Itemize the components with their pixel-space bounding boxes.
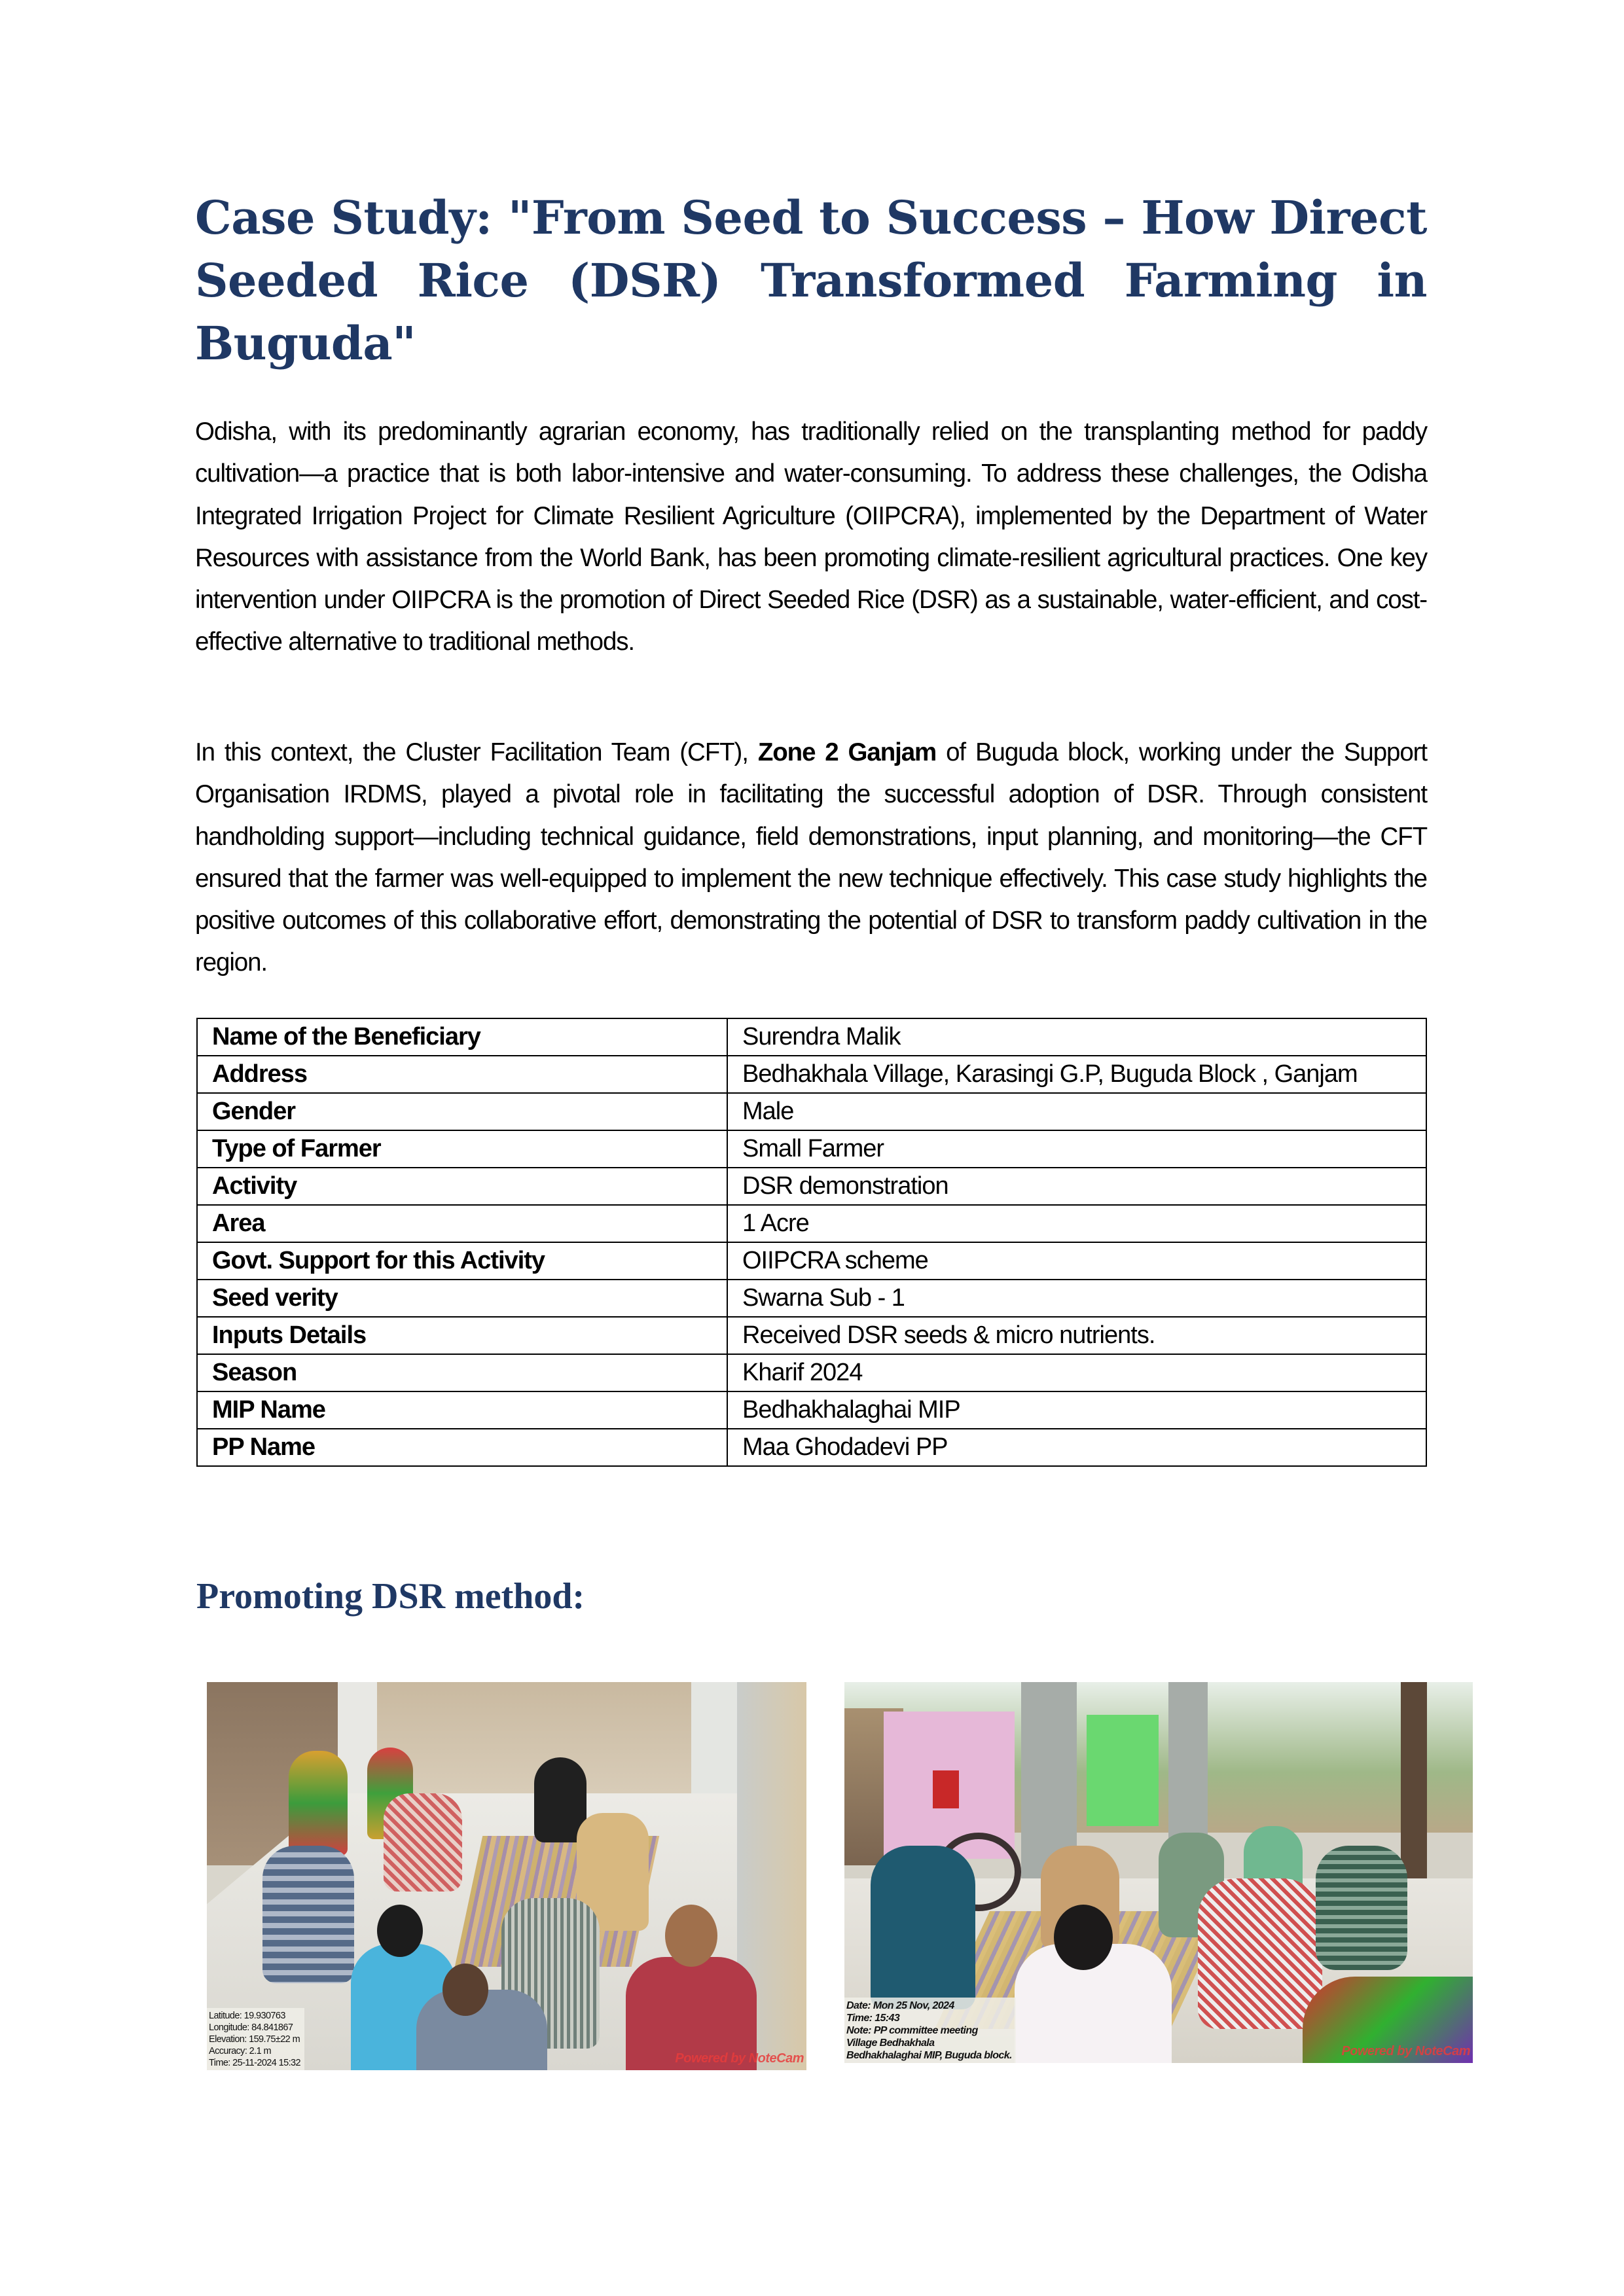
row-value: Bedhakhalaghai MIP bbox=[727, 1391, 1426, 1429]
table-row bbox=[197, 1130, 1426, 1168]
person-saree-1 bbox=[289, 1751, 348, 1856]
meeting-photo-2 bbox=[844, 1682, 1473, 2063]
courtyard-ground bbox=[377, 1682, 691, 1793]
row-value: OIIPCRA scheme bbox=[727, 1242, 1426, 1280]
gps-overlay bbox=[207, 2008, 304, 2070]
person-striped-shirt bbox=[262, 1846, 354, 1983]
row-label: Season bbox=[197, 1354, 727, 1391]
table-row bbox=[197, 1429, 1426, 1466]
head bbox=[665, 1905, 717, 1967]
person-checked-towel bbox=[1198, 1878, 1322, 2029]
zone-name-bold: Zone 2 Ganjam bbox=[757, 738, 937, 766]
red-window bbox=[933, 1770, 959, 1808]
case-study-title: Case Study: "From Seed to Success – How Direct Seeded Rice (DSR) Transformed Farming in Buguda" bbox=[195, 190, 1427, 370]
overlay-line: Longitude: 84.841867 bbox=[209, 2022, 293, 2033]
person-striped-shirt bbox=[1316, 1846, 1407, 1970]
overlay-line: Time: 25-11-2024 15:32 bbox=[209, 2058, 300, 2068]
head bbox=[442, 1964, 488, 2016]
row-label: Gender bbox=[197, 1093, 727, 1130]
row-label: Address bbox=[197, 1056, 727, 1093]
table-row bbox=[197, 1391, 1426, 1429]
row-label: Type of Farmer bbox=[197, 1130, 727, 1168]
notecam-watermark: Powered by NoteCam bbox=[675, 2051, 804, 2066]
row-label: Inputs Details bbox=[197, 1317, 727, 1354]
beneficiary-table bbox=[196, 1018, 1427, 1467]
green-house bbox=[1087, 1715, 1159, 1826]
row-value: Small Farmer bbox=[727, 1130, 1426, 1168]
overlay-line: Latitude: 19.930763 bbox=[209, 2011, 285, 2021]
head bbox=[1054, 1905, 1113, 1970]
row-label: PP Name bbox=[197, 1429, 727, 1466]
person-blue-jacket bbox=[871, 1846, 975, 2009]
section-heading: Promoting DSR method: bbox=[196, 1576, 585, 1617]
table-row bbox=[197, 1168, 1426, 1205]
row-value: Surendra Malik bbox=[727, 1018, 1426, 1056]
context-paragraph bbox=[195, 732, 1427, 984]
row-value: Maa Ghodadevi PP bbox=[727, 1429, 1426, 1466]
context-text-start: In this context, the Cluster Facilitation Team (CFT), bbox=[195, 738, 758, 766]
overlay-line: Date: Mon 25 Nov, 2024 bbox=[846, 2000, 954, 2011]
table-row bbox=[197, 1205, 1426, 1242]
table-row bbox=[197, 1280, 1426, 1317]
table-row bbox=[197, 1056, 1426, 1093]
table-row bbox=[197, 1354, 1426, 1391]
head bbox=[377, 1905, 423, 1957]
row-value: Swarna Sub - 1 bbox=[727, 1280, 1426, 1317]
overlay-line: Village Bedhakhala bbox=[846, 2037, 935, 2049]
intro-paragraph: Odisha, with its predominantly agrarian economy, has traditionally relied on the transplanting method for paddy cultivation—a practice that is both labor-intensive and water-consuming. To address these challenges, the Odisha Integrated Irrigation Project for Climate Resilient Agriculture (OIIPCRA), implemented by the Department of Water Resources with assistance from the World Bank, has been promoting climate-resilient agricultural practices. One key intervention under OIIPCRA is the promotion of Direct Seeded Rice (DSR) as a sustainable, water-efficient, and cost-effective alternative to traditional methods. bbox=[195, 418, 1427, 656]
table-row bbox=[197, 1093, 1426, 1130]
row-value: Male bbox=[727, 1093, 1426, 1130]
row-label: Area bbox=[197, 1205, 727, 1242]
overlay-line: Time: 15:43 bbox=[846, 2013, 900, 2024]
table-row bbox=[197, 1242, 1426, 1280]
row-label: Govt. Support for this Activity bbox=[197, 1242, 727, 1280]
person-checked-towel bbox=[384, 1793, 462, 1892]
overlay-line: Bedhakhalaghai MIP, Buguda block. bbox=[846, 2050, 1012, 2061]
row-label: MIP Name bbox=[197, 1391, 727, 1429]
meeting-photo-1 bbox=[207, 1682, 806, 2070]
table-row bbox=[197, 1018, 1426, 1056]
row-value: Bedhakhala Village, Karasingi G.P, Buguda Block , Ganjam bbox=[727, 1056, 1426, 1093]
note-overlay bbox=[844, 1998, 1016, 2063]
row-value: Kharif 2024 bbox=[727, 1354, 1426, 1391]
row-label: Seed verity bbox=[197, 1280, 727, 1317]
row-value: Received DSR seeds & micro nutrients. bbox=[727, 1317, 1426, 1354]
notecam-watermark: Powered by NoteCam bbox=[1341, 2044, 1470, 2058]
overlay-line: Elevation: 159.75±22 m bbox=[209, 2034, 300, 2045]
row-label: Activity bbox=[197, 1168, 727, 1205]
table-row bbox=[197, 1317, 1426, 1354]
overlay-line: Accuracy: 2.1 m bbox=[209, 2046, 271, 2056]
overlay-line: Note: PP committee meeting bbox=[846, 2025, 978, 2036]
row-value: DSR demonstration bbox=[727, 1168, 1426, 1205]
row-label: Name of the Beneficiary bbox=[197, 1018, 727, 1056]
pillar bbox=[1168, 1682, 1208, 1846]
row-value: 1 Acre bbox=[727, 1205, 1426, 1242]
context-text-end: of Buguda block, working under the Support Organisation IRDMS, played a pivotal role in facilitating the successful adoption of DSR. Through consistent handholding support—including technical guidance, field demonstrations, input planning, and monitoring—the CFT ensured that the farmer was well-equipped to implement the new technique effectively. This case study highlights the positive outcomes of this collaborative effort, demonstrating the potential of DSR to transform paddy cultivation in the region. bbox=[195, 738, 1428, 977]
